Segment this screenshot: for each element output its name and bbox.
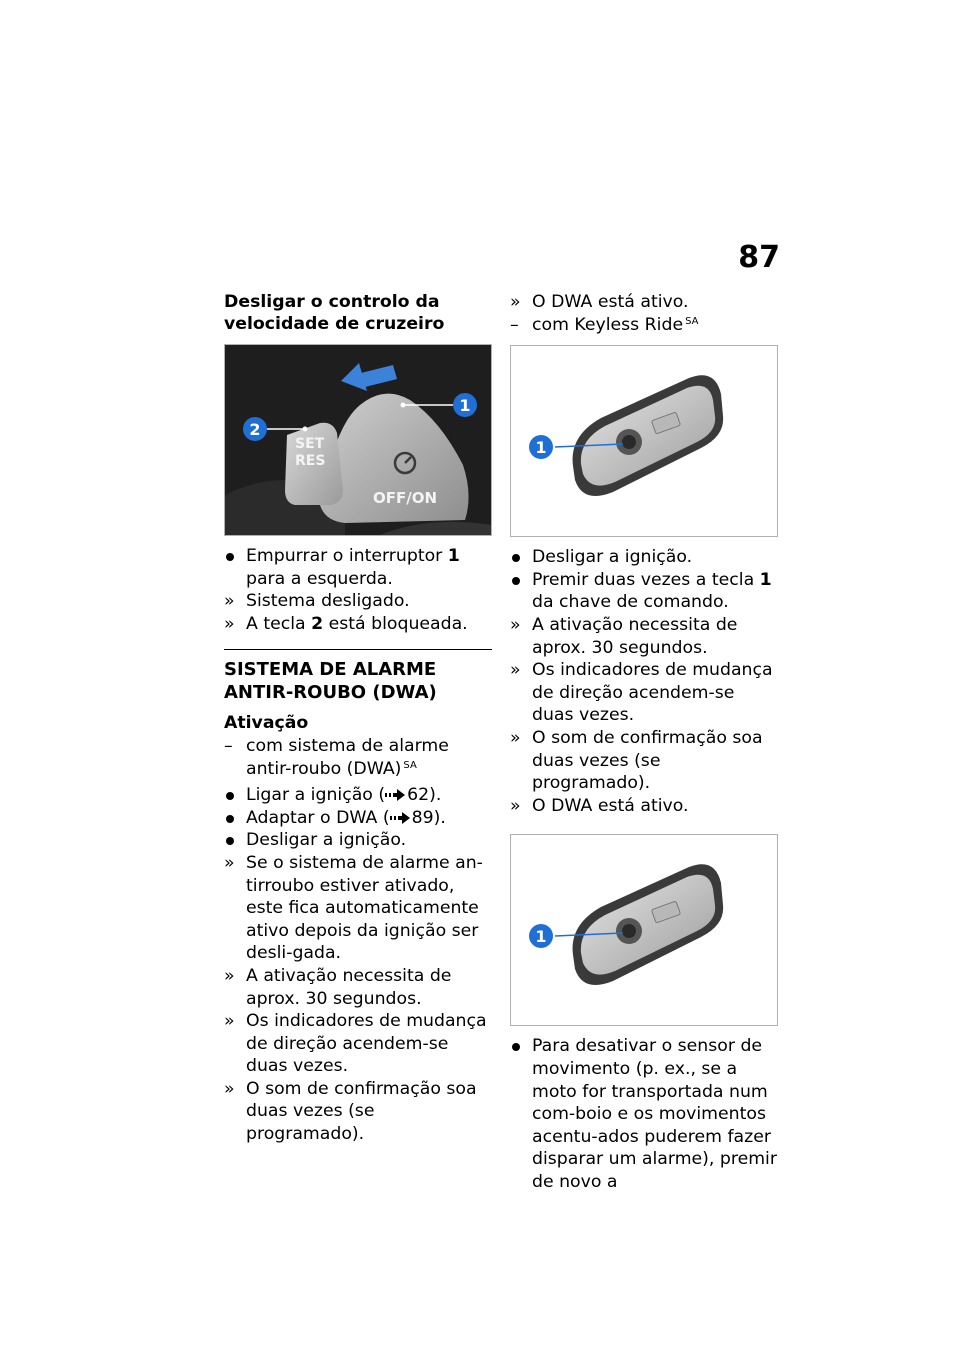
page-ref-89[interactable]: 89 (411, 807, 434, 828)
sa-superscript: SA (403, 759, 417, 771)
result-activation-time: » A ativação necessita de aprox. 30 segundos. (224, 965, 452, 1009)
step-disable-motion-sensor: Para desativar o sensor de movimento (p. ex., se a moto for transportada num com-boio e os movimentos acentu-ados puderem fazer disparar um alarme), premir de novo a (510, 1035, 778, 1193)
result-marker: » (224, 965, 235, 986)
sub-heading-activation: Ativação (224, 713, 309, 734)
steps-keyless (510, 546, 778, 817)
bullet-icon (512, 554, 520, 562)
figure-keyless-key-2 (510, 834, 778, 1026)
sa-superscript: SA (685, 315, 699, 327)
switch-set-label: SET (295, 436, 325, 452)
bullet-icon (226, 792, 234, 800)
condition-dwa: – com sistema de alarme antir-roubo (DWA) $^{SA}$ (224, 735, 449, 779)
result-indicators-flash: » Os indicadores de mudança de direção acendem-se duas vezes. (510, 660, 773, 726)
result-marker: » (510, 660, 521, 681)
result-marker: » (224, 591, 235, 612)
bullet-icon (226, 553, 234, 561)
bullet-icon (512, 1043, 520, 1051)
page-ref-62[interactable]: 62 (407, 785, 430, 806)
step-ignition-off: Desligar a ignição. (224, 829, 492, 852)
page-reference-arrow-icon (390, 812, 412, 824)
result-confirmation-sound: » O som de confirmação soa duas vezes (se programado). (510, 727, 763, 794)
step-press-key-twice: Premir duas vezes a tecla 1 da chave de comando. (510, 569, 778, 614)
switch-offon-label: OFF/ON (373, 489, 438, 507)
result-dwa-active-top: » O DWA está ativo. (510, 292, 689, 312)
callout-1-label: 1 (459, 396, 471, 415)
heading-cruise-control-off: Desligar o controlo da velocidade de cruzeiro (224, 292, 445, 334)
callout-1-label: 1 (535, 438, 547, 458)
result-activation-time: » A ativação necessita de aprox. 30 segundos. (510, 614, 738, 658)
result-indicators-flash: » Os indicadores de mudança de direção acendem-se duas vezes. (224, 1011, 487, 1077)
steps-cruise-off (224, 545, 492, 635)
callout-1-label: 1 (535, 927, 547, 947)
callout-2-label: 2 (249, 420, 261, 439)
step-adapt-dwa: Adaptar o DWA ( 89). (224, 807, 492, 830)
result-marker: » (224, 613, 235, 634)
result-marker: » (510, 795, 521, 816)
result-auto-active: » Se o sistema de alarme an-tirroubo estiver ativado, este fica automaticamente ativo depois da ignição ser desli-gada. (224, 852, 483, 964)
result-key-locked: » A tecla 2 está bloqueada. (224, 613, 468, 634)
section-title-dwa: SISTEMA DE ALARME ANTIR-ROUBO (DWA) (224, 649, 492, 704)
condition-marker: – (224, 735, 233, 756)
switch-res-label: RES (295, 453, 326, 469)
result-marker: » (510, 727, 521, 748)
page-number: 87 (738, 240, 780, 275)
key-fob-illustration (511, 346, 778, 537)
figure-cruise-control-switch (224, 344, 492, 536)
result-marker: » (510, 614, 521, 635)
result-marker: » (510, 292, 521, 312)
key-fob-illustration-2 (511, 835, 778, 1026)
condition-marker: – (510, 314, 519, 335)
right-column (510, 291, 778, 1193)
step-ignition-off: Desligar a ignição. (510, 546, 778, 569)
bullet-icon (512, 577, 520, 585)
result-dwa-active: » O DWA está ativo. (510, 795, 689, 816)
step-ignition-on: Ligar a ignição ( 62). (224, 784, 492, 807)
steps-activation (224, 784, 492, 1146)
bullet-icon (226, 815, 234, 823)
result-marker: » (224, 1078, 235, 1099)
step-push-switch: Empurrar o interruptor 1 para a esquerda. (224, 545, 492, 590)
cruise-switch-illustration (225, 345, 492, 536)
result-marker: » (224, 852, 235, 873)
result-system-off: » Sistema desligado. (224, 591, 410, 612)
left-column (224, 291, 492, 1146)
figure-keyless-key (510, 345, 778, 537)
condition-keyless-ride: – com Keyless Ride $^{SA}$ (510, 314, 699, 335)
result-confirmation-sound: » O som de confirmação soa duas vezes (se programado). (224, 1078, 477, 1145)
bullet-icon (226, 837, 234, 845)
result-marker: » (224, 1011, 235, 1032)
page-reference-arrow-icon (385, 789, 407, 801)
